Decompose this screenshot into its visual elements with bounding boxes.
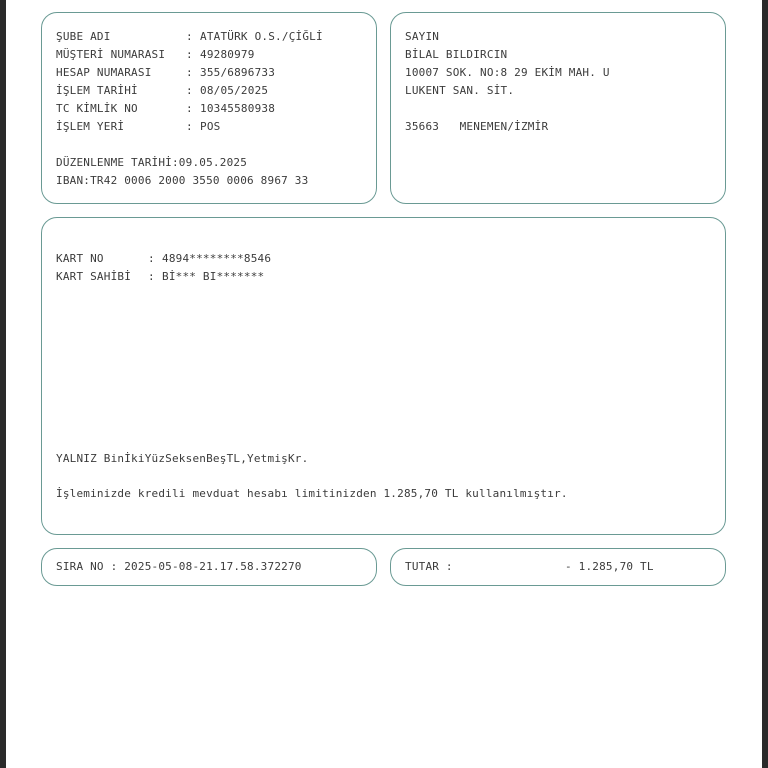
recipient-name: BİLAL BILDIRCIN [405, 48, 508, 61]
card-holder-label: KART SAHİBİ [56, 270, 132, 283]
card-info [56, 250, 271, 286]
transaction-place-label: İŞLEM YERİ [56, 120, 125, 133]
recipient-address-line1: 10007 SOK. NO:8 29 EKİM MAH. U [405, 66, 610, 79]
sequence-number: SIRA NO : 2025-05-08-21.17.58.372270 [56, 560, 302, 573]
card-number-label: KART NO [56, 252, 104, 265]
card-number-value: 4894********8546 [162, 252, 272, 265]
branch-row-transaction-place: İŞLEM YERİ : POS [56, 118, 376, 136]
amount-in-words: YALNIZ BinİkiYüzSeksenBeşTL,YetmişKr. [56, 452, 309, 465]
branch-row-branch-name: ŞUBE ADI : ATATÜRK O.S./ÇİĞLİ [56, 28, 376, 46]
branch-row-transaction-date: İŞLEM TARİHİ : 08/05/2025 [56, 82, 376, 100]
issue-date: DÜZENLENME TARİHİ:09.05.2025 [56, 156, 248, 169]
national-id-value: 10345580938 [200, 102, 276, 115]
customer-number-value: 49280979 [200, 48, 255, 61]
recipient-address-box [390, 12, 726, 204]
card-number-row: KART NO : 4894********8546 [56, 250, 271, 268]
account-number-value: 355/6896733 [200, 66, 276, 79]
amount-box [390, 548, 726, 586]
account-number-label: HESAP NUMARASI [56, 66, 152, 79]
recipient-address-line2: LUKENT SAN. SİT. [405, 84, 515, 97]
overdraft-note: İşleminizde kredili mevduat hesabı limitinizden 1.285,70 TL kullanılmıştır. [56, 487, 568, 500]
receipt-page [6, 0, 762, 768]
transaction-detail-box [41, 217, 726, 535]
branch-row-account-number: HESAP NUMARASI : 355/6896733 [56, 64, 376, 82]
national-id-label: TC KİMLİK NO [56, 102, 138, 115]
amount-value: - 1.285,70 TL [565, 560, 654, 573]
card-holder-row: KART SAHİBİ : Bİ*** BI******* [56, 268, 271, 286]
amount-label: TUTAR : [405, 560, 453, 573]
branch-name-value: ATATÜRK O.S./ÇİĞLİ [200, 30, 323, 43]
transaction-place-value: POS [200, 120, 221, 133]
recipient-postal-line: 35663 MENEMEN/İZMİR [405, 120, 549, 133]
branch-row-customer-number: MÜŞTERİ NUMARASI : 49280979 [56, 46, 376, 64]
transaction-date-label: İŞLEM TARİHİ [56, 84, 138, 97]
sequence-box [41, 548, 377, 586]
recipient-salutation: SAYIN [405, 30, 440, 43]
transaction-date-value: 08/05/2025 [200, 84, 269, 97]
branch-name-label: ŞUBE ADI [56, 30, 111, 43]
iban: IBAN:TR42 0006 2000 3550 0006 8967 33 [56, 174, 309, 187]
branch-info-box [41, 12, 377, 204]
card-holder-value: Bİ*** BI******* [162, 270, 265, 283]
branch-row-national-id: TC KİMLİK NO : 10345580938 [56, 100, 376, 118]
customer-number-label: MÜŞTERİ NUMARASI [56, 48, 166, 61]
